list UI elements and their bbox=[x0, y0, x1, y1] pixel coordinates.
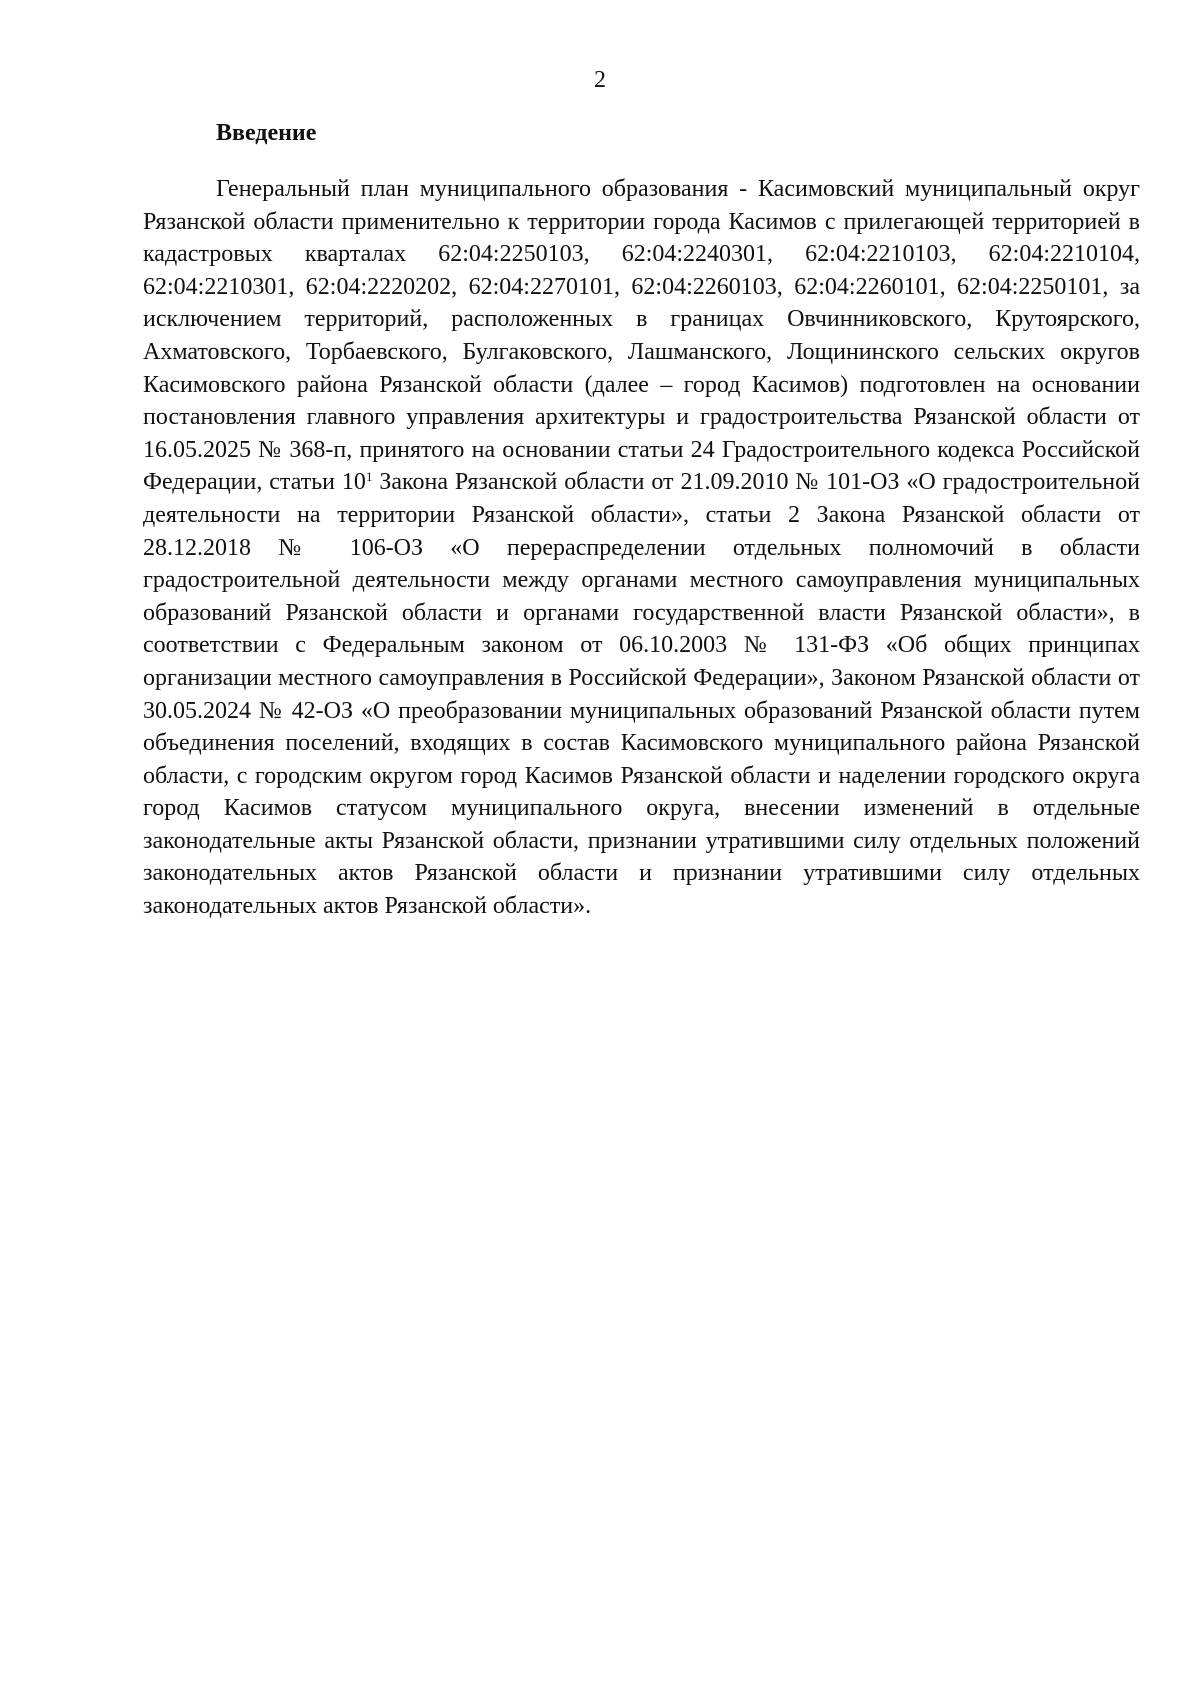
superscript-marker: 1 bbox=[365, 469, 373, 485]
paragraph-text-part2: Закона Рязанской области от 21.09.2010 № 101-ОЗ «О градостроительной деятельности на территории Рязанской области», статьи 2 Закона Рязанской области от 28.12.2018 № 106-ОЗ «О перераспределении отдельных полномочий в области градостроительной деятельности между органами местного самоуправления муниципальных образований Рязанской области и органами государственной власти Рязанской области», в соответствии с Федеральным законом от 06.10.2003 № 131-ФЗ «Об общих принципах организации местного самоуправления в Российской Федерации», Законом Рязанской области от 30.05.2024 № 42-ОЗ «О преобразовании муниципальных образований Рязанской области путем объединения поселений, входящих в состав Касимовского муниципального района Рязанской области, с городским округом город Касимов Рязанской области и наделении городского округа город Касимов статусом муниципального округа, внесении изменений в отдельные законодательные акты Рязанской области, признании утратившими силу отдельных положений законодательных актов Рязанской области и признании утратившими силу отдельных законодательных актов Рязанской области». bbox=[143, 469, 1140, 920]
paragraph-text-part1: Генеральный план муниципального образования - Касимовский муниципальный округ Рязанской области применительно к территории города Касимов с прилегающей территорией в кадастровых кварталах 62:04:2250103, 62:04:2240301, 62:04:2210103, 62:04:2210104, 62:04:2210301, 62:04:2220202, 62:04:2270101, 62:04:2260103, 62:04:2260101, 62:04:2250101, за исключением территорий, расположенных в границах Овчинниковского, Крутоярского, Ахматовского, Торбаевского, Булгаковского, Лашманского, Лощининского сельских округов Касимовского района Рязанской области (далее – город Касимов) подготовлен на основании постановления главного управления архитектуры и градостроительства Рязанской области от 16.05.2025 № 368-п, принятого на основании статьи 24 Градостроительного кодекса Российской Федерации, статьи 10 bbox=[143, 176, 1140, 496]
page-number: 2 bbox=[594, 67, 606, 93]
section-heading: Введение bbox=[216, 120, 317, 146]
body-paragraph bbox=[143, 173, 1140, 923]
